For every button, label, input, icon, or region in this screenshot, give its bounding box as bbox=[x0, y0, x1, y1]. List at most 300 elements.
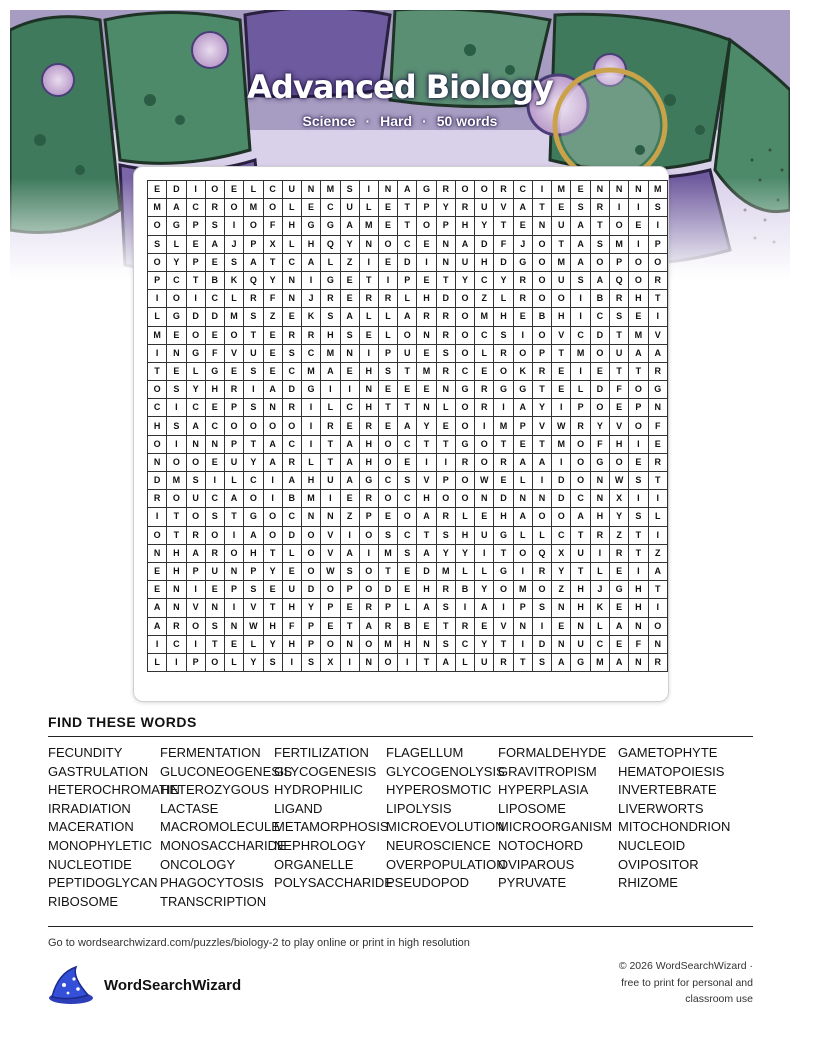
grid-cell[interactable]: E bbox=[475, 508, 494, 526]
grid-cell[interactable]: O bbox=[532, 326, 551, 344]
grid-cell[interactable]: A bbox=[186, 544, 205, 562]
grid-cell[interactable]: C bbox=[282, 253, 301, 271]
grid-cell[interactable]: E bbox=[590, 362, 609, 380]
grid-cell[interactable]: R bbox=[455, 199, 474, 217]
grid-cell[interactable]: D bbox=[590, 381, 609, 399]
grid-cell[interactable]: O bbox=[148, 217, 167, 235]
grid-cell[interactable]: B bbox=[590, 290, 609, 308]
grid-cell[interactable]: O bbox=[455, 326, 474, 344]
grid-cell[interactable]: Q bbox=[244, 271, 263, 289]
grid-cell[interactable]: O bbox=[205, 181, 224, 199]
grid-cell[interactable]: C bbox=[475, 326, 494, 344]
grid-cell[interactable]: R bbox=[436, 508, 455, 526]
grid-cell[interactable]: S bbox=[629, 508, 648, 526]
grid-cell[interactable]: D bbox=[148, 472, 167, 490]
grid-cell[interactable]: F bbox=[629, 635, 648, 653]
grid-cell[interactable]: I bbox=[282, 653, 301, 671]
grid-cell[interactable]: A bbox=[590, 271, 609, 289]
grid-cell[interactable]: A bbox=[340, 217, 359, 235]
grid-cell[interactable]: R bbox=[513, 271, 532, 289]
grid-cell[interactable]: C bbox=[186, 199, 205, 217]
grid-cell[interactable]: O bbox=[263, 199, 282, 217]
grid-cell[interactable]: T bbox=[417, 653, 436, 671]
grid-cell[interactable]: N bbox=[263, 399, 282, 417]
grid-cell[interactable]: I bbox=[224, 526, 243, 544]
grid-cell[interactable]: P bbox=[244, 562, 263, 580]
grid-cell[interactable]: R bbox=[205, 544, 224, 562]
grid-cell[interactable]: E bbox=[417, 617, 436, 635]
grid-cell[interactable]: T bbox=[571, 526, 590, 544]
grid-cell[interactable]: I bbox=[321, 381, 340, 399]
grid-cell[interactable]: C bbox=[301, 344, 320, 362]
grid-cell[interactable]: I bbox=[629, 490, 648, 508]
grid-cell[interactable]: O bbox=[590, 253, 609, 271]
grid-cell[interactable]: H bbox=[321, 326, 340, 344]
grid-cell[interactable]: T bbox=[148, 362, 167, 380]
grid-cell[interactable]: H bbox=[167, 562, 186, 580]
grid-cell[interactable]: M bbox=[301, 490, 320, 508]
grid-cell[interactable]: A bbox=[321, 362, 340, 380]
grid-cell[interactable]: L bbox=[398, 599, 417, 617]
grid-cell[interactable]: M bbox=[417, 362, 436, 380]
grid-cell[interactable]: D bbox=[590, 326, 609, 344]
grid-cell[interactable]: Y bbox=[475, 581, 494, 599]
grid-cell[interactable]: O bbox=[186, 617, 205, 635]
grid-cell[interactable]: I bbox=[148, 290, 167, 308]
grid-cell[interactable]: E bbox=[282, 562, 301, 580]
grid-cell[interactable]: H bbox=[609, 435, 628, 453]
grid-cell[interactable]: C bbox=[398, 435, 417, 453]
grid-cell[interactable]: P bbox=[629, 399, 648, 417]
grid-cell[interactable]: G bbox=[186, 344, 205, 362]
grid-cell[interactable]: L bbox=[224, 653, 243, 671]
grid-cell[interactable]: I bbox=[513, 562, 532, 580]
grid-cell[interactable]: J bbox=[590, 581, 609, 599]
grid-cell[interactable]: P bbox=[224, 399, 243, 417]
grid-cell[interactable]: T bbox=[609, 326, 628, 344]
grid-cell[interactable]: R bbox=[475, 381, 494, 399]
grid-cell[interactable]: F bbox=[648, 417, 667, 435]
grid-cell[interactable]: A bbox=[629, 344, 648, 362]
grid-cell[interactable]: N bbox=[475, 490, 494, 508]
grid-cell[interactable]: S bbox=[571, 199, 590, 217]
grid-cell[interactable]: O bbox=[455, 181, 474, 199]
grid-cell[interactable]: O bbox=[148, 435, 167, 453]
grid-cell[interactable]: I bbox=[205, 472, 224, 490]
grid-cell[interactable]: U bbox=[455, 253, 474, 271]
grid-cell[interactable]: I bbox=[359, 253, 378, 271]
grid-cell[interactable]: M bbox=[321, 181, 340, 199]
grid-cell[interactable]: F bbox=[494, 235, 513, 253]
grid-cell[interactable]: A bbox=[513, 199, 532, 217]
grid-cell[interactable]: T bbox=[244, 435, 263, 453]
grid-cell[interactable]: V bbox=[321, 526, 340, 544]
grid-cell[interactable]: T bbox=[648, 581, 667, 599]
grid-cell[interactable]: A bbox=[455, 235, 474, 253]
grid-cell[interactable]: B bbox=[532, 308, 551, 326]
grid-cell[interactable]: E bbox=[378, 381, 397, 399]
grid-cell[interactable]: E bbox=[148, 562, 167, 580]
grid-cell[interactable]: T bbox=[417, 526, 436, 544]
grid-cell[interactable]: L bbox=[148, 653, 167, 671]
grid-cell[interactable]: E bbox=[552, 617, 571, 635]
grid-cell[interactable]: G bbox=[513, 381, 532, 399]
grid-cell[interactable]: O bbox=[359, 581, 378, 599]
grid-cell[interactable]: C bbox=[205, 290, 224, 308]
grid-cell[interactable]: C bbox=[571, 326, 590, 344]
grid-cell[interactable]: G bbox=[609, 581, 628, 599]
grid-cell[interactable]: A bbox=[436, 653, 455, 671]
grid-cell[interactable]: T bbox=[571, 562, 590, 580]
grid-cell[interactable]: C bbox=[340, 399, 359, 417]
grid-cell[interactable]: E bbox=[224, 181, 243, 199]
grid-cell[interactable]: W bbox=[552, 417, 571, 435]
grid-cell[interactable]: E bbox=[340, 362, 359, 380]
grid-cell[interactable]: R bbox=[359, 417, 378, 435]
grid-cell[interactable]: I bbox=[224, 217, 243, 235]
grid-cell[interactable]: O bbox=[167, 453, 186, 471]
grid-cell[interactable]: G bbox=[359, 472, 378, 490]
grid-cell[interactable]: T bbox=[340, 617, 359, 635]
grid-cell[interactable]: O bbox=[263, 526, 282, 544]
grid-cell[interactable]: V bbox=[552, 326, 571, 344]
grid-cell[interactable]: E bbox=[571, 181, 590, 199]
grid-cell[interactable]: R bbox=[436, 308, 455, 326]
grid-cell[interactable]: G bbox=[494, 381, 513, 399]
grid-cell[interactable]: N bbox=[571, 617, 590, 635]
grid-cell[interactable]: A bbox=[244, 526, 263, 544]
grid-cell[interactable]: E bbox=[513, 435, 532, 453]
grid-cell[interactable]: N bbox=[167, 599, 186, 617]
grid-cell[interactable]: Y bbox=[609, 508, 628, 526]
grid-cell[interactable]: S bbox=[167, 417, 186, 435]
grid-cell[interactable]: E bbox=[398, 562, 417, 580]
grid-cell[interactable]: L bbox=[321, 399, 340, 417]
grid-cell[interactable]: D bbox=[475, 235, 494, 253]
grid-cell[interactable]: J bbox=[224, 235, 243, 253]
footer-link[interactable]: Go to wordsearchwizard.com/puzzles/biology-2 to play online or print in high resolution bbox=[48, 937, 470, 949]
grid-cell[interactable]: R bbox=[494, 453, 513, 471]
grid-cell[interactable]: C bbox=[205, 490, 224, 508]
grid-cell[interactable]: S bbox=[532, 653, 551, 671]
grid-cell[interactable]: N bbox=[359, 653, 378, 671]
grid-cell[interactable]: C bbox=[282, 362, 301, 380]
grid-cell[interactable]: U bbox=[475, 653, 494, 671]
grid-cell[interactable]: M bbox=[301, 362, 320, 380]
grid-cell[interactable]: E bbox=[301, 199, 320, 217]
grid-cell[interactable]: Y bbox=[263, 635, 282, 653]
grid-cell[interactable]: D bbox=[378, 581, 397, 599]
grid-cell[interactable]: Y bbox=[532, 399, 551, 417]
grid-cell[interactable]: E bbox=[263, 581, 282, 599]
grid-cell[interactable]: T bbox=[224, 508, 243, 526]
grid-cell[interactable]: L bbox=[590, 562, 609, 580]
grid-cell[interactable]: M bbox=[378, 544, 397, 562]
grid-cell[interactable]: H bbox=[282, 217, 301, 235]
grid-cell[interactable]: D bbox=[301, 581, 320, 599]
grid-cell[interactable]: C bbox=[148, 399, 167, 417]
grid-cell[interactable]: C bbox=[167, 635, 186, 653]
grid-cell[interactable]: I bbox=[340, 526, 359, 544]
grid-cell[interactable]: R bbox=[513, 290, 532, 308]
grid-cell[interactable]: M bbox=[148, 326, 167, 344]
grid-cell[interactable]: N bbox=[436, 381, 455, 399]
grid-cell[interactable]: S bbox=[205, 617, 224, 635]
grid-cell[interactable]: I bbox=[494, 399, 513, 417]
grid-cell[interactable]: T bbox=[378, 399, 397, 417]
grid-cell[interactable]: R bbox=[378, 617, 397, 635]
grid-cell[interactable]: R bbox=[455, 617, 474, 635]
grid-cell[interactable]: E bbox=[282, 308, 301, 326]
grid-cell[interactable]: E bbox=[609, 599, 628, 617]
grid-cell[interactable]: O bbox=[417, 217, 436, 235]
grid-cell[interactable]: A bbox=[513, 508, 532, 526]
grid-cell[interactable]: N bbox=[340, 635, 359, 653]
grid-cell[interactable]: R bbox=[148, 490, 167, 508]
grid-cell[interactable]: U bbox=[475, 526, 494, 544]
grid-cell[interactable]: U bbox=[475, 199, 494, 217]
grid-cell[interactable]: O bbox=[224, 199, 243, 217]
grid-cell[interactable]: I bbox=[148, 344, 167, 362]
grid-cell[interactable]: N bbox=[417, 326, 436, 344]
grid-cell[interactable]: N bbox=[282, 290, 301, 308]
grid-cell[interactable]: P bbox=[648, 235, 667, 253]
grid-cell[interactable]: C bbox=[590, 635, 609, 653]
grid-cell[interactable]: B bbox=[398, 617, 417, 635]
grid-cell[interactable]: I bbox=[186, 290, 205, 308]
grid-cell[interactable]: O bbox=[148, 526, 167, 544]
grid-cell[interactable]: G bbox=[301, 381, 320, 399]
grid-cell[interactable]: Z bbox=[475, 290, 494, 308]
grid-cell[interactable]: O bbox=[301, 526, 320, 544]
grid-cell[interactable]: I bbox=[552, 453, 571, 471]
grid-cell[interactable]: O bbox=[186, 508, 205, 526]
grid-cell[interactable]: N bbox=[552, 635, 571, 653]
grid-cell[interactable]: S bbox=[494, 326, 513, 344]
grid-cell[interactable]: R bbox=[224, 381, 243, 399]
grid-cell[interactable]: E bbox=[436, 417, 455, 435]
grid-cell[interactable]: V bbox=[532, 417, 551, 435]
grid-cell[interactable]: H bbox=[359, 399, 378, 417]
grid-cell[interactable]: D bbox=[282, 381, 301, 399]
grid-cell[interactable]: W bbox=[244, 617, 263, 635]
grid-cell[interactable]: P bbox=[398, 271, 417, 289]
grid-cell[interactable]: S bbox=[224, 253, 243, 271]
grid-cell[interactable]: I bbox=[301, 271, 320, 289]
grid-cell[interactable]: O bbox=[475, 435, 494, 453]
grid-cell[interactable]: T bbox=[629, 544, 648, 562]
grid-cell[interactable]: H bbox=[571, 581, 590, 599]
grid-cell[interactable]: N bbox=[648, 635, 667, 653]
grid-cell[interactable]: H bbox=[475, 253, 494, 271]
grid-cell[interactable]: E bbox=[205, 399, 224, 417]
grid-cell[interactable]: P bbox=[301, 635, 320, 653]
grid-cell[interactable]: L bbox=[167, 235, 186, 253]
grid-cell[interactable]: N bbox=[513, 490, 532, 508]
brand[interactable] bbox=[48, 965, 241, 1005]
grid-cell[interactable]: E bbox=[263, 362, 282, 380]
grid-cell[interactable]: H bbox=[301, 235, 320, 253]
grid-cell[interactable]: E bbox=[167, 326, 186, 344]
grid-cell[interactable]: I bbox=[494, 599, 513, 617]
grid-cell[interactable]: M bbox=[552, 435, 571, 453]
grid-cell[interactable]: I bbox=[513, 326, 532, 344]
grid-cell[interactable]: N bbox=[359, 235, 378, 253]
grid-cell[interactable]: A bbox=[340, 435, 359, 453]
grid-cell[interactable]: O bbox=[205, 526, 224, 544]
grid-cell[interactable]: I bbox=[648, 526, 667, 544]
grid-cell[interactable]: O bbox=[494, 581, 513, 599]
grid-cell[interactable]: S bbox=[321, 308, 340, 326]
grid-cell[interactable]: O bbox=[455, 290, 474, 308]
grid-cell[interactable]: D bbox=[494, 253, 513, 271]
grid-cell[interactable]: L bbox=[513, 472, 532, 490]
grid-cell[interactable]: S bbox=[244, 399, 263, 417]
grid-cell[interactable]: D bbox=[436, 290, 455, 308]
grid-cell[interactable]: S bbox=[340, 326, 359, 344]
grid-cell[interactable]: B bbox=[205, 271, 224, 289]
grid-cell[interactable]: R bbox=[648, 362, 667, 380]
grid-cell[interactable]: I bbox=[571, 290, 590, 308]
grid-cell[interactable]: R bbox=[648, 653, 667, 671]
grid-cell[interactable]: L bbox=[475, 344, 494, 362]
grid-cell[interactable]: U bbox=[321, 472, 340, 490]
grid-cell[interactable]: S bbox=[398, 472, 417, 490]
grid-cell[interactable]: O bbox=[398, 326, 417, 344]
grid-cell[interactable]: S bbox=[167, 381, 186, 399]
grid-cell[interactable]: N bbox=[340, 344, 359, 362]
grid-cell[interactable]: E bbox=[513, 217, 532, 235]
grid-cell[interactable]: S bbox=[398, 544, 417, 562]
grid-cell[interactable]: C bbox=[552, 526, 571, 544]
grid-cell[interactable]: L bbox=[455, 508, 474, 526]
grid-cell[interactable]: T bbox=[609, 362, 628, 380]
grid-cell[interactable]: E bbox=[648, 435, 667, 453]
grid-cell[interactable]: C bbox=[378, 472, 397, 490]
grid-cell[interactable]: Y bbox=[436, 544, 455, 562]
grid-cell[interactable]: T bbox=[263, 599, 282, 617]
grid-cell[interactable]: P bbox=[571, 399, 590, 417]
grid-cell[interactable]: T bbox=[436, 435, 455, 453]
grid-cell[interactable]: T bbox=[398, 399, 417, 417]
grid-cell[interactable]: A bbox=[417, 508, 436, 526]
grid-cell[interactable]: A bbox=[609, 653, 628, 671]
grid-cell[interactable]: Q bbox=[609, 271, 628, 289]
grid-cell[interactable]: L bbox=[455, 562, 474, 580]
grid-cell[interactable]: N bbox=[282, 271, 301, 289]
grid-cell[interactable]: A bbox=[417, 544, 436, 562]
grid-cell[interactable]: E bbox=[148, 581, 167, 599]
grid-cell[interactable]: K bbox=[590, 599, 609, 617]
grid-cell[interactable]: O bbox=[224, 417, 243, 435]
grid-cell[interactable]: W bbox=[609, 472, 628, 490]
grid-cell[interactable]: I bbox=[552, 399, 571, 417]
grid-cell[interactable]: H bbox=[552, 308, 571, 326]
grid-cell[interactable]: R bbox=[590, 526, 609, 544]
grid-cell[interactable]: T bbox=[532, 199, 551, 217]
grid-cell[interactable]: I bbox=[590, 544, 609, 562]
grid-cell[interactable]: A bbox=[263, 453, 282, 471]
grid-cell[interactable]: P bbox=[301, 617, 320, 635]
grid-cell[interactable]: D bbox=[282, 526, 301, 544]
grid-cell[interactable]: N bbox=[301, 181, 320, 199]
grid-cell[interactable]: M bbox=[321, 344, 340, 362]
grid-cell[interactable]: M bbox=[590, 653, 609, 671]
grid-cell[interactable]: W bbox=[475, 472, 494, 490]
grid-cell[interactable]: I bbox=[417, 253, 436, 271]
grid-cell[interactable]: O bbox=[359, 635, 378, 653]
grid-cell[interactable]: T bbox=[167, 508, 186, 526]
grid-cell[interactable]: L bbox=[513, 526, 532, 544]
grid-cell[interactable]: P bbox=[378, 599, 397, 617]
grid-cell[interactable]: I bbox=[629, 199, 648, 217]
grid-cell[interactable]: V bbox=[244, 599, 263, 617]
grid-cell[interactable]: S bbox=[205, 508, 224, 526]
grid-cell[interactable]: T bbox=[359, 271, 378, 289]
grid-cell[interactable]: C bbox=[398, 526, 417, 544]
grid-cell[interactable]: C bbox=[167, 271, 186, 289]
grid-cell[interactable]: B bbox=[282, 490, 301, 508]
grid-cell[interactable]: J bbox=[513, 235, 532, 253]
grid-cell[interactable]: G bbox=[301, 217, 320, 235]
grid-cell[interactable]: A bbox=[148, 599, 167, 617]
grid-cell[interactable]: I bbox=[186, 181, 205, 199]
grid-cell[interactable]: O bbox=[609, 453, 628, 471]
grid-cell[interactable]: R bbox=[282, 399, 301, 417]
grid-cell[interactable]: N bbox=[648, 399, 667, 417]
grid-cell[interactable]: C bbox=[398, 490, 417, 508]
grid-cell[interactable]: E bbox=[321, 617, 340, 635]
grid-cell[interactable]: G bbox=[513, 253, 532, 271]
grid-cell[interactable]: S bbox=[436, 526, 455, 544]
grid-cell[interactable]: A bbox=[513, 399, 532, 417]
grid-cell[interactable]: Z bbox=[552, 581, 571, 599]
grid-cell[interactable]: H bbox=[629, 581, 648, 599]
grid-cell[interactable]: Y bbox=[301, 599, 320, 617]
grid-cell[interactable]: O bbox=[224, 326, 243, 344]
grid-cell[interactable]: N bbox=[417, 635, 436, 653]
grid-cell[interactable]: S bbox=[378, 526, 397, 544]
grid-cell[interactable]: R bbox=[321, 417, 340, 435]
grid-cell[interactable]: G bbox=[167, 217, 186, 235]
grid-cell[interactable]: U bbox=[224, 453, 243, 471]
grid-cell[interactable]: T bbox=[398, 217, 417, 235]
grid-cell[interactable]: F bbox=[205, 344, 224, 362]
grid-cell[interactable]: N bbox=[436, 253, 455, 271]
grid-cell[interactable]: N bbox=[205, 599, 224, 617]
grid-cell[interactable]: I bbox=[571, 308, 590, 326]
grid-cell[interactable]: P bbox=[224, 581, 243, 599]
grid-cell[interactable]: V bbox=[186, 599, 205, 617]
grid-cell[interactable]: Y bbox=[455, 271, 474, 289]
grid-cell[interactable]: D bbox=[532, 635, 551, 653]
grid-cell[interactable]: R bbox=[436, 581, 455, 599]
grid-cell[interactable]: L bbox=[359, 308, 378, 326]
grid-cell[interactable]: N bbox=[629, 181, 648, 199]
grid-cell[interactable]: G bbox=[494, 562, 513, 580]
grid-cell[interactable]: L bbox=[378, 308, 397, 326]
grid-cell[interactable]: C bbox=[398, 235, 417, 253]
grid-cell[interactable]: I bbox=[378, 271, 397, 289]
grid-cell[interactable]: I bbox=[340, 653, 359, 671]
grid-cell[interactable]: S bbox=[629, 472, 648, 490]
grid-cell[interactable]: C bbox=[455, 362, 474, 380]
grid-cell[interactable]: U bbox=[552, 217, 571, 235]
grid-cell[interactable]: O bbox=[167, 490, 186, 508]
grid-cell[interactable]: O bbox=[378, 453, 397, 471]
grid-cell[interactable]: M bbox=[609, 235, 628, 253]
grid-cell[interactable]: D bbox=[552, 490, 571, 508]
